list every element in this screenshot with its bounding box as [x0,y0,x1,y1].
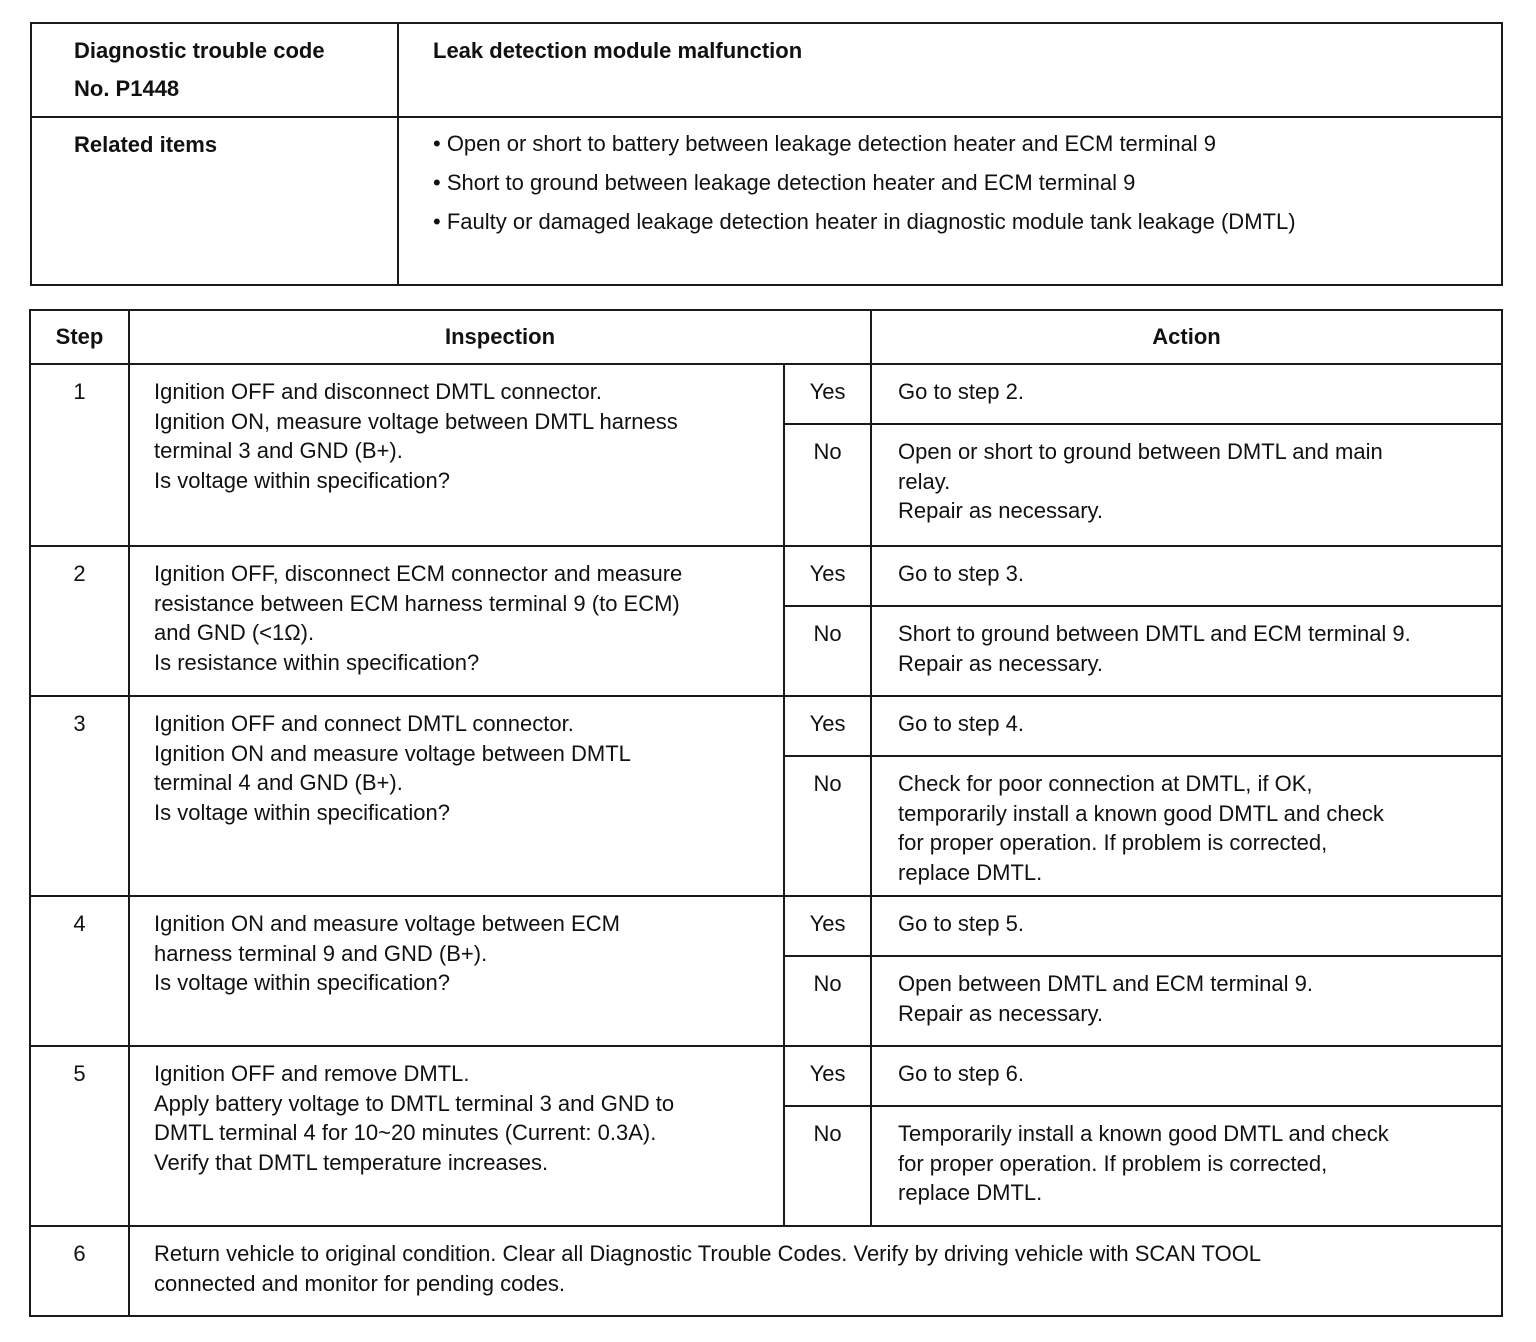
action-line: Go to step 6. [898,1061,1024,1086]
related-item: • Open or short to battery between leakage detection heater and ECM terminal 9 [433,131,1217,156]
action-line: Go to step 5. [898,911,1024,936]
step-number: 5 [30,1046,129,1226]
step-number: 3 [30,696,129,896]
action-line: Repair as necessary. [898,498,1104,523]
inspection-line: Is voltage within specification? [154,970,450,995]
action-line: temporarily install a known good DMTL and check [898,800,1384,826]
yes-label: Yes [784,1046,871,1106]
yes-action [871,896,1502,956]
inspection-line: Is resistance within specification? [154,649,480,675]
action-line: Short to ground between DMTL and ECM terminal 9. [898,621,1411,646]
yes-label: Yes [784,546,871,606]
dtc-label: Diagnostic trouble code [74,38,325,63]
action-line: Go to step 3. [898,561,1024,586]
step-number: 1 [30,364,129,546]
inspection-text [129,364,784,546]
action-line: Open between DMTL and ECM terminal 9. [898,971,1313,996]
no-action [871,606,1502,696]
step-number: 4 [30,896,129,1046]
action-line: Check for poor connection at DMTL, if OK, [898,771,1313,796]
dtc-label-cell [31,23,398,117]
inspection-line: terminal 4 and GND (B+). [154,770,403,795]
action-line: replace DMTL. [898,1180,1043,1205]
yes-action [871,364,1502,424]
inspection-line: Is voltage within specification? [154,467,450,493]
action-line: Go to step 4. [898,711,1024,736]
inspection-line: Ignition OFF and connect DMTL connector. [154,711,574,736]
action-line: for proper operation. If problem is corrected, [898,1150,1328,1176]
yes-action [871,1046,1502,1106]
diagnostic-steps-table [29,309,1503,1317]
yes-label: Yes [784,696,871,756]
dtc-description-cell [398,23,1502,117]
inspection-text [129,1046,784,1226]
final-step-line: Return vehicle to original condition. Clear all Diagnostic Trouble Codes. Verify by driving vehicle with SCAN TOOL [154,1241,1262,1266]
inspection-text [129,546,784,696]
yes-label: Yes [784,364,871,424]
action-line: Repair as necessary. [898,1000,1104,1026]
final-step-line: connected and monitor for pending codes. [154,1270,565,1296]
action-line: relay. [898,468,951,494]
inspection-line: Ignition ON and measure voltage between ECM [154,911,620,936]
action-line: replace DMTL. [898,859,1043,885]
related-item: • Short to ground between leakage detection heater and ECM terminal 9 [433,170,1136,195]
no-label: No [784,1106,871,1226]
dtc-description: Leak detection module malfunction [433,38,803,63]
inspection-line: resistance between ECM harness terminal 9 (to ECM) [154,590,680,616]
action-line: Open or short to ground between DMTL and main [898,439,1383,464]
final-step-text [129,1226,1502,1316]
no-action [871,1106,1502,1226]
yes-action [871,696,1502,756]
inspection-text [129,896,784,1046]
no-label: No [784,956,871,1046]
action-line: Go to step 2. [898,379,1024,404]
inspection-text [129,696,784,896]
inspection-line: DMTL terminal 4 for 10~20 minutes (Current: 0.3A). [154,1120,657,1145]
dtc-number: No. P1448 [74,76,180,101]
action-line: for proper operation. If problem is corrected, [898,830,1328,855]
no-action [871,956,1502,1046]
action-line: Temporarily install a known good DMTL and check [898,1121,1389,1146]
inspection-line: harness terminal 9 and GND (B+). [154,940,488,966]
related-items-label: Related items [74,132,218,157]
dtc-header-table [30,22,1503,286]
step-number: 6 [30,1226,129,1316]
yes-label: Yes [784,896,871,956]
no-label: No [784,424,871,546]
no-action [871,424,1502,546]
action-line: Repair as necessary. [898,650,1104,676]
yes-action [871,546,1502,606]
related-item: • Faulty or damaged leakage detection heater in diagnostic module tank leakage (DMTL) [433,209,1296,234]
inspection-line: Apply battery voltage to DMTL terminal 3 and GND to [154,1090,675,1116]
inspection-line: terminal 3 and GND (B+). [154,438,403,463]
inspection-line: Ignition OFF and disconnect DMTL connector. [154,379,602,404]
no-label: No [784,756,871,896]
inspection-line: Ignition OFF, disconnect ECM connector and measure [154,561,683,586]
action-column-header: Action [871,310,1502,364]
related-items-label-cell [31,117,398,285]
inspection-line: and GND (<1Ω). [154,620,315,645]
inspection-column-header: Inspection [129,310,871,364]
step-number: 2 [30,546,129,696]
step-column-header: Step [30,310,129,364]
inspection-line: Is voltage within specification? [154,799,450,825]
inspection-line: Ignition ON and measure voltage between DMTL [154,740,631,766]
no-action [871,756,1502,896]
inspection-line: Ignition OFF and remove DMTL. [154,1061,470,1086]
no-label: No [784,606,871,696]
inspection-line: Ignition ON, measure voltage between DMTL harness [154,408,678,434]
inspection-line: Verify that DMTL temperature increases. [154,1149,549,1175]
related-items-list [398,117,1502,285]
